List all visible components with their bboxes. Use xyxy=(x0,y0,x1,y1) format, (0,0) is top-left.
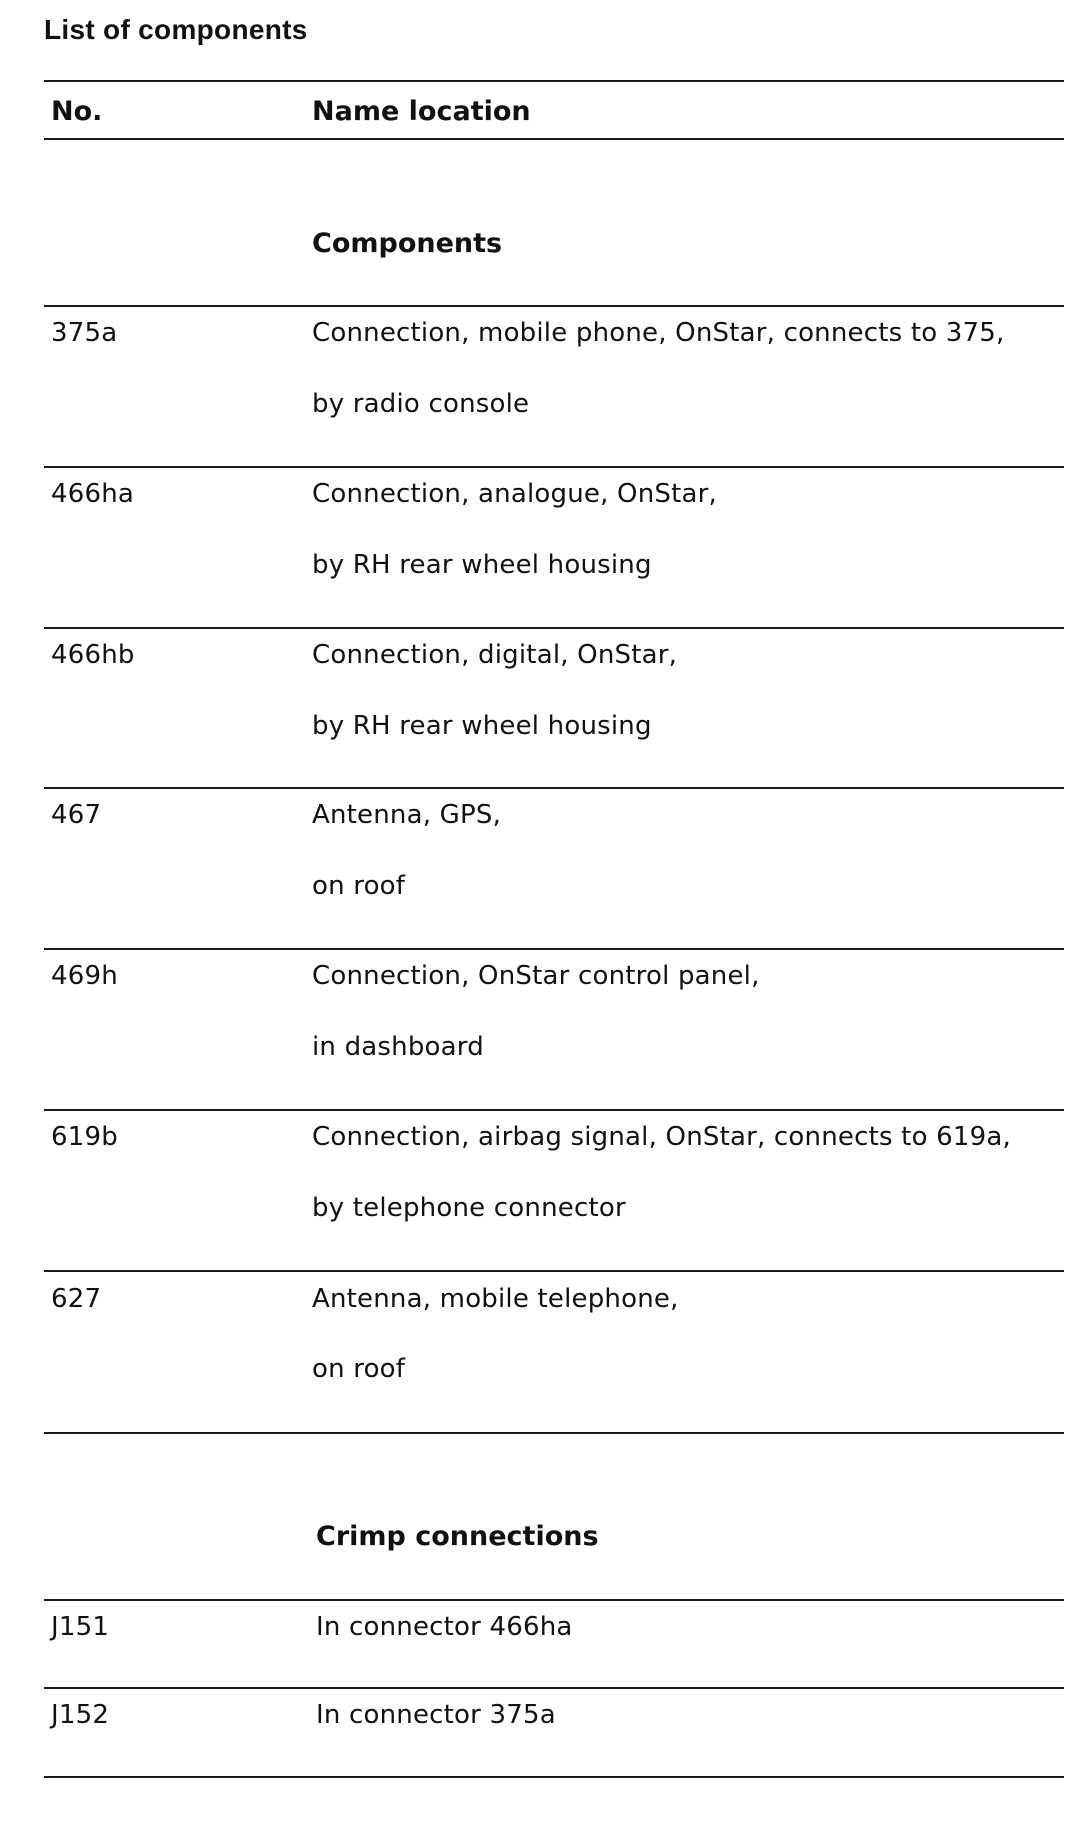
row-divider xyxy=(44,1599,1064,1601)
component-location: in dashboard xyxy=(312,1032,484,1062)
component-name: Connection, analogue, OnStar, xyxy=(312,479,717,509)
row-divider xyxy=(44,787,1064,789)
crimp-number: J152 xyxy=(51,1700,110,1730)
document-title: List of components xyxy=(44,14,308,45)
component-location: by RH rear wheel housing xyxy=(312,711,652,741)
row-divider xyxy=(44,1687,1064,1689)
component-number: 467 xyxy=(51,800,102,830)
component-location: by telephone connector xyxy=(312,1193,626,1223)
component-name: Connection, airbag signal, OnStar, connects to 619a, xyxy=(312,1122,1011,1152)
component-name: Connection, OnStar control panel, xyxy=(312,961,760,991)
component-number: 627 xyxy=(51,1284,102,1314)
component-name: Connection, mobile phone, OnStar, connects to 375, xyxy=(312,318,1005,348)
component-name: Antenna, mobile telephone, xyxy=(312,1284,679,1314)
component-number: 466ha xyxy=(51,479,135,509)
component-number: 375a xyxy=(51,318,118,348)
section-heading: Components xyxy=(312,228,503,259)
row-divider xyxy=(44,466,1064,468)
component-location: on roof xyxy=(312,1354,406,1384)
component-location: by RH rear wheel housing xyxy=(312,550,652,580)
row-divider xyxy=(44,1109,1064,1111)
crimp-location: In connector 375a xyxy=(316,1700,556,1730)
crimp-number: J151 xyxy=(51,1612,110,1642)
header-top-rule xyxy=(44,80,1064,82)
crimp-location: In connector 466ha xyxy=(316,1612,573,1642)
component-number: 619b xyxy=(51,1122,118,1152)
component-name: Antenna, GPS, xyxy=(312,800,502,830)
component-location: on roof xyxy=(312,871,406,901)
row-divider xyxy=(44,1270,1064,1272)
row-divider xyxy=(44,305,1064,307)
column-header-name-location: Name location xyxy=(312,96,531,127)
component-location: by radio console xyxy=(312,389,530,419)
section-heading: Crimp connections xyxy=(316,1521,599,1552)
header-bottom-rule xyxy=(44,138,1064,140)
row-divider xyxy=(44,948,1064,950)
component-number: 469h xyxy=(51,961,118,991)
column-header-number: No. xyxy=(51,96,103,127)
component-number: 466hb xyxy=(51,640,135,670)
row-divider xyxy=(44,627,1064,629)
component-name: Connection, digital, OnStar, xyxy=(312,640,678,670)
table-bottom-rule xyxy=(44,1776,1064,1778)
section-end-rule xyxy=(44,1432,1064,1434)
